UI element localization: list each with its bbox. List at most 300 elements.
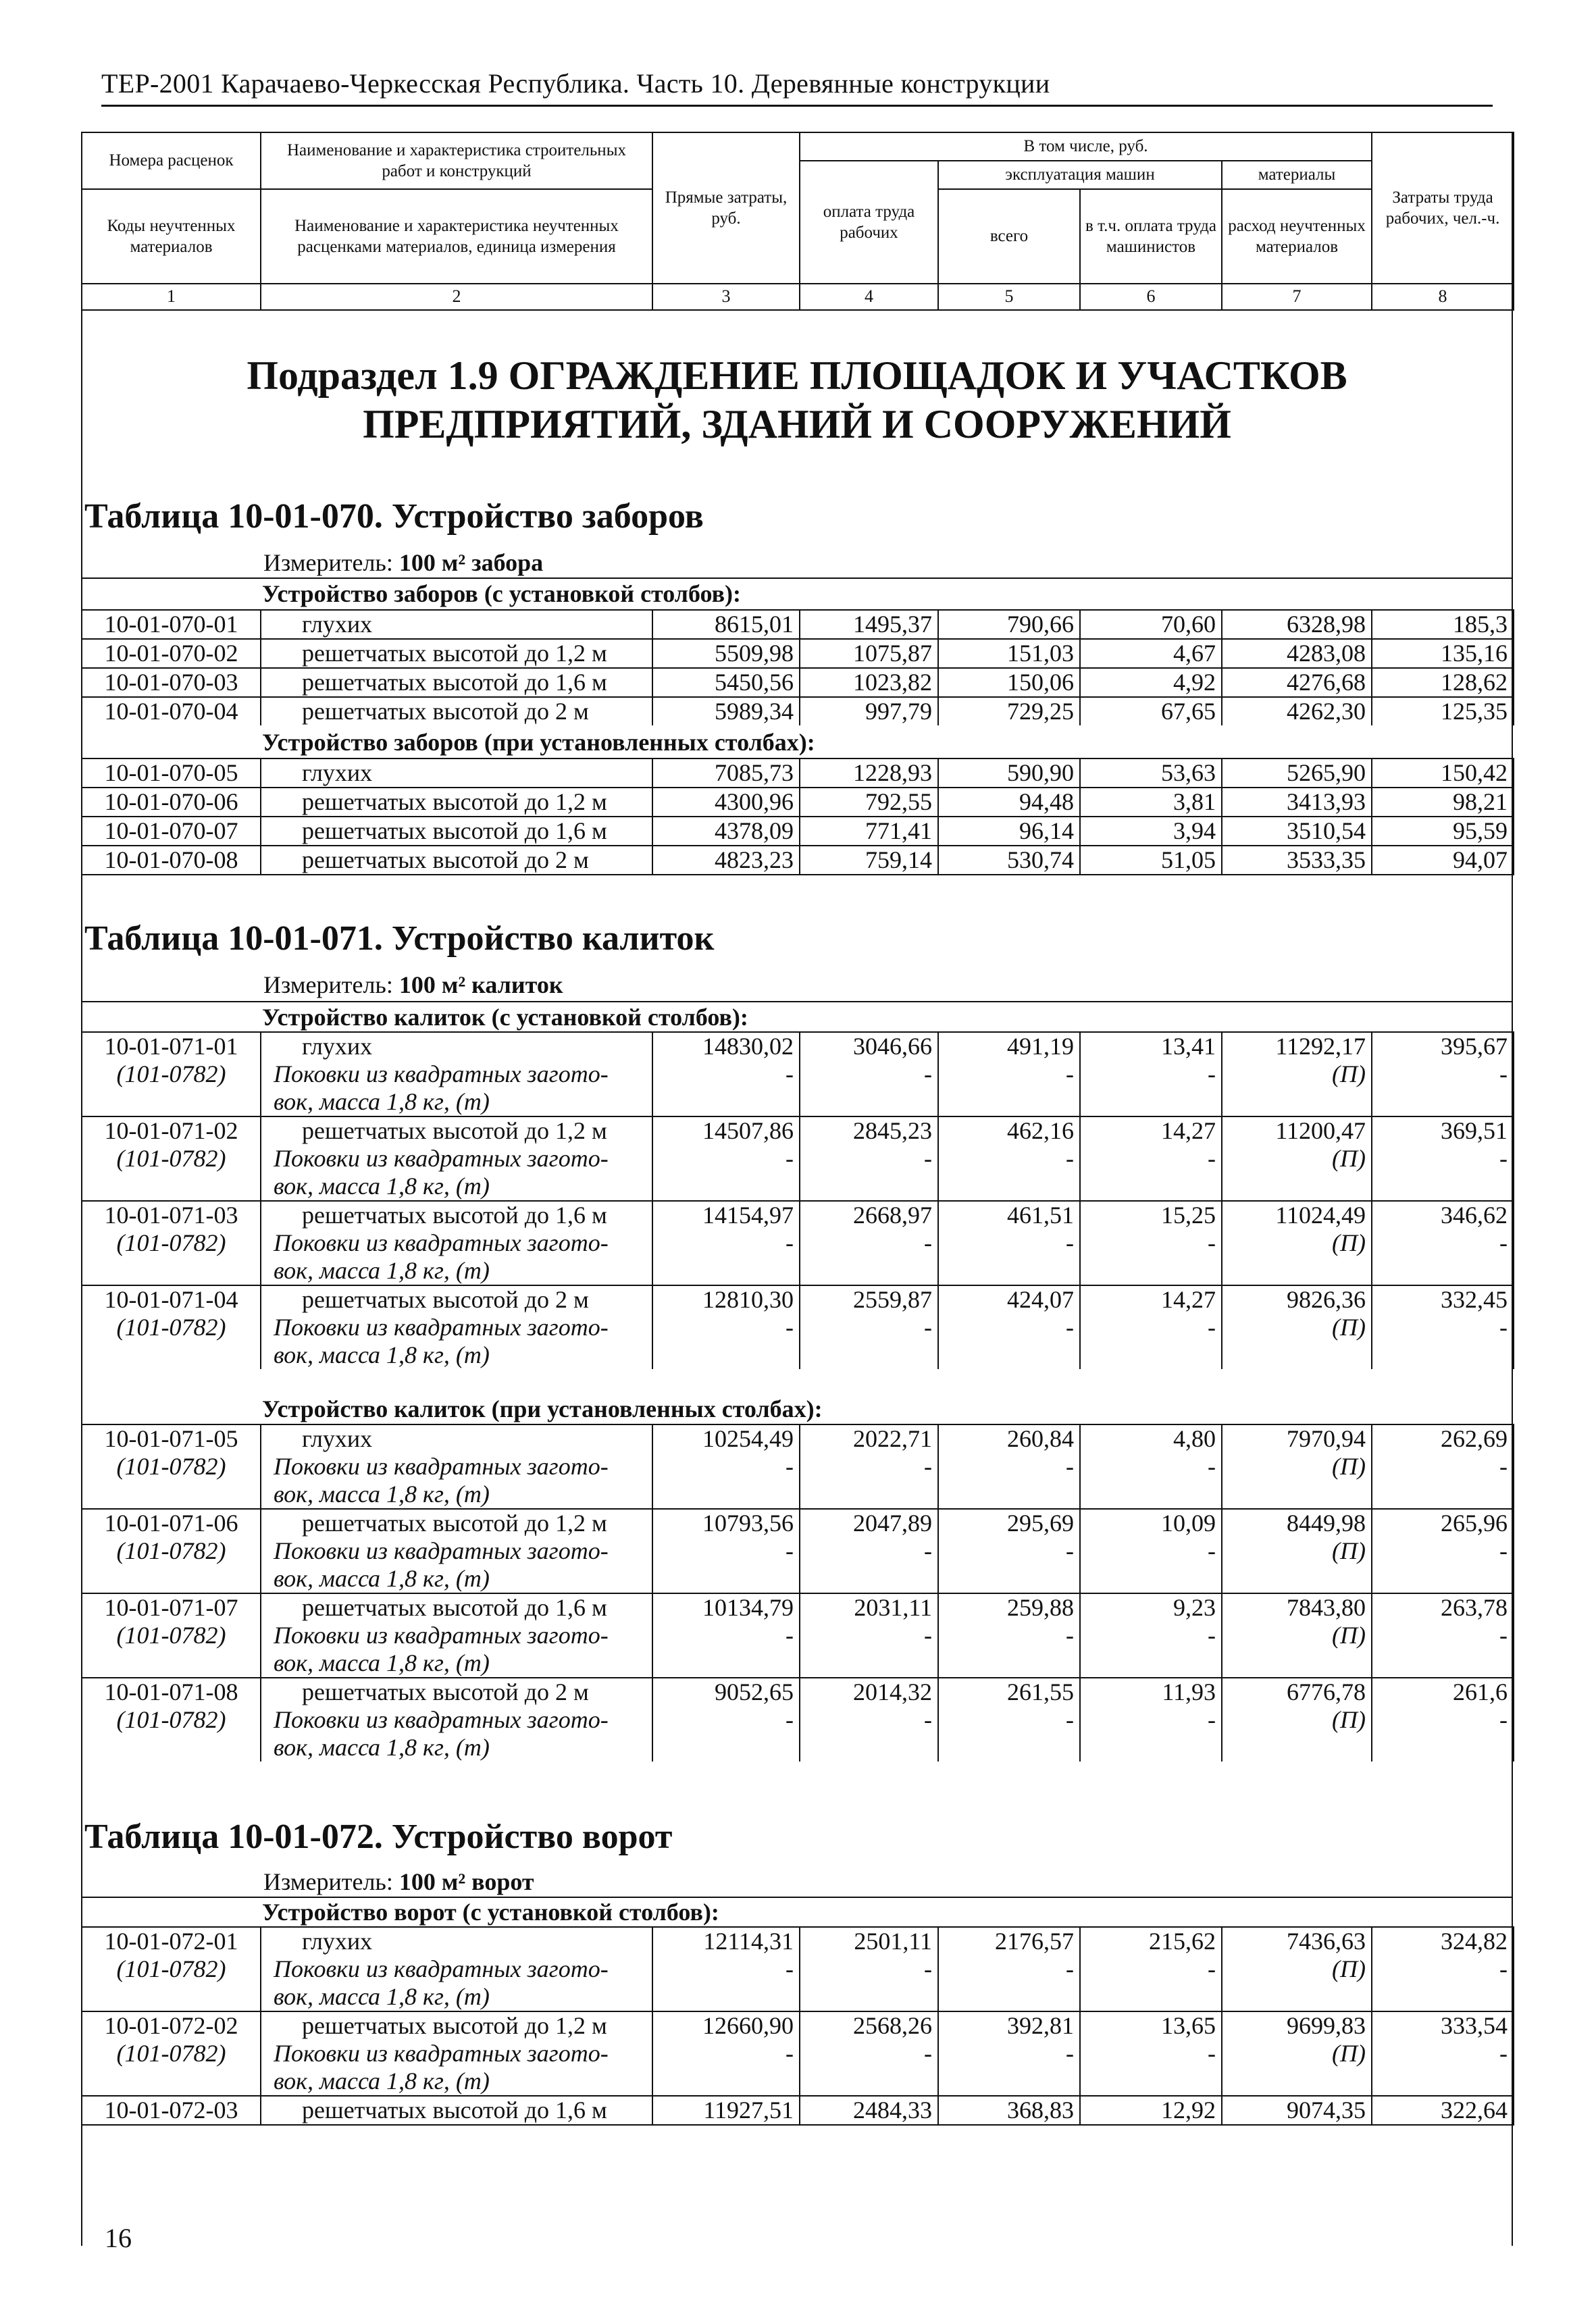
table-072-group-1: Устройство ворот (с установкой столбов): [262, 1899, 719, 1926]
empty-value: - [1372, 1060, 1514, 1088]
materials-cost: 9826,36 [1222, 1285, 1372, 1314]
machinist-wages: 3,81 [1080, 788, 1222, 817]
rate-code: 10-01-071-01 [82, 1032, 261, 1060]
empty-value: - [652, 2040, 800, 2067]
work-name: глухих [261, 610, 652, 639]
table-row [82, 817, 1514, 846]
blank-cell [1080, 1734, 1222, 1762]
price-marker: (П) [1222, 1453, 1372, 1481]
rate-code: 10-01-072-03 [82, 2096, 261, 2125]
blank-cell [652, 1565, 800, 1593]
blank-cell [652, 1173, 800, 1201]
machinist-wages: 70,60 [1080, 610, 1222, 639]
blank-cell [82, 1257, 261, 1285]
worker-wages: 3046,66 [800, 1032, 938, 1060]
materials-cost: 7436,63 [1222, 1927, 1372, 1955]
rate-code: 10-01-070-01 [82, 610, 261, 639]
material-name: Поковки из квадратных загото- [261, 1453, 652, 1481]
machine-total: 150,06 [938, 668, 1080, 697]
direct-costs: 5989,34 [652, 697, 800, 725]
materials-cost: 7970,94 [1222, 1424, 1372, 1453]
machinist-wages: 215,62 [1080, 1927, 1222, 1955]
table-row [82, 759, 1514, 788]
work-name: решетчатых высотой до 2 м [261, 1285, 652, 1314]
price-marker: (П) [1222, 1229, 1372, 1257]
direct-costs: 10254,49 [652, 1424, 800, 1453]
column-header [81, 132, 1514, 311]
machine-total: 530,74 [938, 846, 1080, 875]
rate-code: 10-01-070-06 [82, 788, 261, 817]
worker-wages: 997,79 [800, 697, 938, 725]
empty-value: - [800, 1229, 938, 1257]
column-number: 4 [800, 284, 938, 310]
material-name: Поковки из квадратных загото- [261, 1314, 652, 1341]
labor-hours: 369,51 [1372, 1116, 1514, 1145]
blank-cell [800, 1565, 938, 1593]
blank-cell [938, 2067, 1080, 2096]
blank-cell [652, 1734, 800, 1762]
machine-total: 462,16 [938, 1116, 1080, 1145]
empty-value: - [1372, 1314, 1514, 1341]
direct-costs: 14507,86 [652, 1116, 800, 1145]
table-row [82, 668, 1514, 697]
empty-value: - [1080, 2040, 1222, 2067]
work-name: глухих [261, 1032, 652, 1060]
price-marker: (П) [1222, 1706, 1372, 1734]
blank-cell [1222, 1734, 1372, 1762]
machinist-wages: 53,63 [1080, 759, 1222, 788]
empty-value: - [652, 1955, 800, 1983]
machine-total: 260,84 [938, 1424, 1080, 1453]
direct-costs: 12660,90 [652, 2011, 800, 2040]
material-code: (101-0782) [82, 1537, 261, 1565]
material-row [82, 1622, 1514, 1649]
blank-cell [82, 1649, 261, 1678]
machine-total: 392,81 [938, 2011, 1080, 2040]
empty-value: - [1372, 1955, 1514, 1983]
price-marker: (П) [1222, 1955, 1372, 1983]
blank-cell [938, 1257, 1080, 1285]
blank-cell [652, 1481, 800, 1509]
rate-code: 10-01-071-04 [82, 1285, 261, 1314]
measure-label: Измеритель: [263, 1868, 399, 1895]
empty-value: - [800, 2040, 938, 2067]
material-row [82, 1145, 1514, 1173]
empty-value: - [938, 1537, 1080, 1565]
table-070-group-1: Устройство заборов (с установкой столбов): [262, 580, 742, 607]
table-row [82, 610, 1514, 639]
material-row-cont [82, 1649, 1514, 1678]
rate-code: 10-01-070-05 [82, 759, 261, 788]
materials-cost: 11292,17 [1222, 1032, 1372, 1060]
blank-cell [938, 1088, 1080, 1116]
table-070-group-2: Устройство заборов (при установленных столбах): [262, 729, 815, 756]
material-name-cont: вок, масса 1,8 кг, (т) [261, 1257, 652, 1285]
machine-total: 590,90 [938, 759, 1080, 788]
materials-cost: 3510,54 [1222, 817, 1372, 846]
empty-value: - [800, 1955, 938, 1983]
table-070-rows-1 [81, 609, 1514, 725]
empty-value: - [1372, 1453, 1514, 1481]
direct-costs: 7085,73 [652, 759, 800, 788]
material-name: Поковки из квадратных загото- [261, 1706, 652, 1734]
labor-hours: 333,54 [1372, 2011, 1514, 2040]
labor-hours: 94,07 [1372, 846, 1514, 875]
rate-code: 10-01-070-07 [82, 817, 261, 846]
running-head: ТЕР-2001 Карачаево-Черкесская Республика. Часть 10. Деревянные конструкции [101, 68, 1493, 107]
worker-wages: 2568,26 [800, 2011, 938, 2040]
machine-total: 729,25 [938, 697, 1080, 725]
materials-cost: 3533,35 [1222, 846, 1372, 875]
blank-cell [1372, 1257, 1514, 1285]
materials-cost: 7843,80 [1222, 1593, 1372, 1622]
labor-hours: 332,45 [1372, 1285, 1514, 1314]
labor-hours: 262,69 [1372, 1424, 1514, 1453]
empty-value: - [652, 1314, 800, 1341]
machinist-wages: 11,93 [1080, 1678, 1222, 1706]
material-row-cont [82, 1565, 1514, 1593]
table-row [82, 1927, 1514, 1955]
labor-hours: 263,78 [1372, 1593, 1514, 1622]
work-name: глухих [261, 1424, 652, 1453]
blank-cell [1372, 1088, 1514, 1116]
material-row [82, 1314, 1514, 1341]
blank-cell [82, 1088, 261, 1116]
material-row [82, 1060, 1514, 1088]
table-row [82, 1509, 1514, 1537]
empty-value: - [1080, 1314, 1222, 1341]
materials-cost: 6776,78 [1222, 1678, 1372, 1706]
machine-total: 96,14 [938, 817, 1080, 846]
rate-code: 10-01-070-03 [82, 668, 261, 697]
machinist-wages: 3,94 [1080, 817, 1222, 846]
measure-label: Измеритель: [263, 549, 399, 576]
empty-value: - [1080, 1622, 1222, 1649]
subsection-title: Подраздел 1.9 ОГРАЖДЕНИЕ ПЛОЩАДОК И УЧАСТКОВ ПРЕДПРИЯТИЙ, ЗДАНИЙ И СООРУЖЕНИЙ [247, 353, 1347, 446]
machine-total: 295,69 [938, 1509, 1080, 1537]
blank-cell [1372, 1341, 1514, 1369]
work-name: решетчатых высотой до 1,6 м [261, 817, 652, 846]
worker-wages: 2668,97 [800, 1201, 938, 1229]
blank-cell [800, 1173, 938, 1201]
machinist-wages: 14,27 [1080, 1116, 1222, 1145]
empty-value: - [800, 1453, 938, 1481]
rate-code: 10-01-070-02 [82, 639, 261, 668]
empty-value: - [1372, 1706, 1514, 1734]
blank-cell [1222, 1649, 1372, 1678]
blank-cell [1372, 1983, 1514, 2011]
materials-cost: 11024,49 [1222, 1201, 1372, 1229]
rate-code: 10-01-071-02 [82, 1116, 261, 1145]
empty-value: - [800, 1706, 938, 1734]
blank-cell [1222, 1481, 1372, 1509]
header-col7: расход неучтенных материалов [1222, 189, 1372, 284]
table-071-rows-1 [81, 1031, 1514, 1369]
blank-cell [652, 1257, 800, 1285]
blank-cell [800, 1341, 938, 1369]
material-row-cont [82, 1173, 1514, 1201]
column-number: 2 [261, 284, 652, 310]
work-name: решетчатых высотой до 1,2 м [261, 1116, 652, 1145]
material-name-cont: вок, масса 1,8 кг, (т) [261, 1734, 652, 1762]
labor-hours: 261,6 [1372, 1678, 1514, 1706]
material-name: Поковки из квадратных загото- [261, 1229, 652, 1257]
blank-cell [1222, 1173, 1372, 1201]
work-name: решетчатых высотой до 2 м [261, 697, 652, 725]
machinist-wages: 13,65 [1080, 2011, 1222, 2040]
material-row-cont [82, 1341, 1514, 1369]
measure-unit: 100 м² калиток [398, 971, 563, 998]
empty-value: - [1080, 1706, 1222, 1734]
blank-cell [652, 2067, 800, 2096]
empty-value: - [1080, 1060, 1222, 1088]
empty-value: - [652, 1145, 800, 1173]
rate-code: 10-01-072-02 [82, 2011, 261, 2040]
table-072-rows [81, 1926, 1514, 2126]
table-row [82, 1593, 1514, 1622]
empty-value: - [938, 1453, 1080, 1481]
material-code: (101-0782) [82, 1706, 261, 1734]
blank-cell [1080, 2067, 1222, 2096]
material-name: Поковки из квадратных загото- [261, 2040, 652, 2067]
labor-hours: 324,82 [1372, 1927, 1514, 1955]
empty-value: - [938, 1060, 1080, 1088]
material-code: (101-0782) [82, 1229, 261, 1257]
blank-cell [1222, 1565, 1372, 1593]
material-name-cont: вок, масса 1,8 кг, (т) [261, 1341, 652, 1369]
direct-costs: 12810,30 [652, 1285, 800, 1314]
material-name-cont: вок, масса 1,8 кг, (т) [261, 1983, 652, 2011]
material-name-cont: вок, масса 1,8 кг, (т) [261, 1173, 652, 1201]
blank-cell [1080, 1341, 1222, 1369]
material-row-cont [82, 1983, 1514, 2011]
rate-code: 10-01-071-08 [82, 1678, 261, 1706]
machinist-wages: 12,92 [1080, 2096, 1222, 2125]
work-name: решетчатых высотой до 1,2 м [261, 1509, 652, 1537]
worker-wages: 1075,87 [800, 639, 938, 668]
work-name: решетчатых высотой до 1,6 м [261, 668, 652, 697]
blank-cell [800, 1734, 938, 1762]
table-071-measure [263, 971, 563, 999]
header-col3: Прямые затраты, руб. [652, 132, 800, 284]
labor-hours: 346,62 [1372, 1201, 1514, 1229]
empty-value: - [1080, 1955, 1222, 1983]
work-name: решетчатых высотой до 1,6 м [261, 2096, 652, 2125]
empty-value: - [1372, 1537, 1514, 1565]
machinist-wages: 10,09 [1080, 1509, 1222, 1537]
empty-value: - [938, 2040, 1080, 2067]
machinist-wages: 67,65 [1080, 697, 1222, 725]
worker-wages: 1228,93 [800, 759, 938, 788]
direct-costs: 12114,31 [652, 1927, 800, 1955]
empty-value: - [938, 1622, 1080, 1649]
blank-cell [1222, 1341, 1372, 1369]
blank-cell [938, 1649, 1080, 1678]
machine-total: 491,19 [938, 1032, 1080, 1060]
blank-cell [1080, 1481, 1222, 1509]
labor-hours: 395,67 [1372, 1032, 1514, 1060]
header-col1-bottom: Коды неучтенных материалов [82, 189, 261, 284]
materials-cost: 4276,68 [1222, 668, 1372, 697]
direct-costs: 5450,56 [652, 668, 800, 697]
blank-cell [1080, 1257, 1222, 1285]
labor-hours: 150,42 [1372, 759, 1514, 788]
rate-code: 10-01-071-07 [82, 1593, 261, 1622]
material-name-cont: вок, масса 1,8 кг, (т) [261, 2067, 652, 2096]
empty-value: - [652, 1060, 800, 1088]
empty-value: - [800, 1622, 938, 1649]
material-name-cont: вок, масса 1,8 кг, (т) [261, 1088, 652, 1116]
blank-cell [82, 1734, 261, 1762]
material-code: (101-0782) [82, 1955, 261, 1983]
table-row [82, 2096, 1514, 2125]
machine-total: 461,51 [938, 1201, 1080, 1229]
table-070-rows-2 [81, 758, 1514, 875]
material-row-cont [82, 2067, 1514, 2096]
blank-cell [82, 2067, 261, 2096]
price-marker: (П) [1222, 1622, 1372, 1649]
machinist-wages: 4,80 [1080, 1424, 1222, 1453]
empty-value: - [652, 1537, 800, 1565]
material-name: Поковки из квадратных загото- [261, 1955, 652, 1983]
labor-hours: 265,96 [1372, 1509, 1514, 1537]
material-name-cont: вок, масса 1,8 кг, (т) [261, 1481, 652, 1509]
empty-value: - [1372, 1622, 1514, 1649]
table-071-group-1: Устройство калиток (с установкой столбов): [262, 1004, 748, 1031]
table-row [82, 2011, 1514, 2040]
rate-code: 10-01-071-05 [82, 1424, 261, 1453]
labor-hours: 322,64 [1372, 2096, 1514, 2125]
worker-wages: 2484,33 [800, 2096, 938, 2125]
machinist-wages: 14,27 [1080, 1285, 1222, 1314]
table-071-group-2: Устройство калиток (при установленных столбах): [262, 1395, 823, 1422]
rate-code: 10-01-070-04 [82, 697, 261, 725]
materials-cost: 9699,83 [1222, 2011, 1372, 2040]
material-code: (101-0782) [82, 1622, 261, 1649]
column-number: 1 [82, 284, 261, 310]
worker-wages: 1023,82 [800, 668, 938, 697]
blank-cell [1222, 1983, 1372, 2011]
machine-total: 368,83 [938, 2096, 1080, 2125]
empty-value: - [938, 1145, 1080, 1173]
table-row [82, 639, 1514, 668]
header-group-materials: материалы [1222, 161, 1372, 189]
blank-cell [1372, 1481, 1514, 1509]
rate-code: 10-01-070-08 [82, 846, 261, 875]
worker-wages: 2014,32 [800, 1678, 938, 1706]
table-row [82, 788, 1514, 817]
blank-cell [82, 1481, 261, 1509]
empty-value: - [652, 1622, 800, 1649]
measure-label: Измеритель: [263, 971, 399, 998]
machine-total: 790,66 [938, 610, 1080, 639]
material-name: Поковки из квадратных загото- [261, 1622, 652, 1649]
table-row [82, 1116, 1514, 1145]
empty-value: - [938, 1706, 1080, 1734]
empty-value: - [938, 1229, 1080, 1257]
machine-total: 259,88 [938, 1593, 1080, 1622]
labor-hours: 125,35 [1372, 697, 1514, 725]
price-marker: (П) [1222, 1060, 1372, 1088]
empty-value: - [1080, 1537, 1222, 1565]
blank-cell [1080, 1173, 1222, 1201]
blank-cell [1372, 2067, 1514, 2096]
material-name: Поковки из квадратных загото- [261, 1537, 652, 1565]
machine-total: 94,48 [938, 788, 1080, 817]
blank-cell [1372, 1565, 1514, 1593]
rate-code: 10-01-071-03 [82, 1201, 261, 1229]
worker-wages: 771,41 [800, 817, 938, 846]
table-row [82, 1032, 1514, 1060]
blank-cell [800, 1649, 938, 1678]
header-col6: в т.ч. оплата труда машинистов [1080, 189, 1222, 284]
column-number: 6 [1080, 284, 1222, 310]
direct-costs: 10134,79 [652, 1593, 800, 1622]
worker-wages: 2031,11 [800, 1593, 938, 1622]
blank-cell [82, 1983, 261, 2011]
blank-cell [938, 1481, 1080, 1509]
material-row [82, 1537, 1514, 1565]
material-row [82, 1955, 1514, 1983]
work-name: решетчатых высотой до 1,2 м [261, 639, 652, 668]
labor-hours: 98,21 [1372, 788, 1514, 817]
materials-cost: 4283,08 [1222, 639, 1372, 668]
blank-cell [1222, 2067, 1372, 2096]
empty-value: - [1080, 1229, 1222, 1257]
header-col2-top: Наименование и характеристика строительных работ и конструкций [261, 132, 652, 189]
blank-cell [938, 1565, 1080, 1593]
material-code: (101-0782) [82, 1314, 261, 1341]
header-col8: Затраты труда рабочих, чел.-ч. [1372, 132, 1514, 284]
empty-value: - [1372, 1145, 1514, 1173]
blank-cell [1080, 1088, 1222, 1116]
empty-value: - [1372, 1229, 1514, 1257]
work-name: решетчатых высотой до 2 м [261, 846, 652, 875]
empty-value: - [938, 1314, 1080, 1341]
blank-cell [800, 1257, 938, 1285]
machinist-wages: 4,92 [1080, 668, 1222, 697]
machinist-wages: 13,41 [1080, 1032, 1222, 1060]
table-070-measure [263, 548, 543, 577]
page-number: 16 [105, 2223, 132, 2253]
material-name: Поковки из квадратных загото- [261, 1145, 652, 1173]
material-name-cont: вок, масса 1,8 кг, (т) [261, 1565, 652, 1593]
materials-cost: 5265,90 [1222, 759, 1372, 788]
labor-hours: 128,62 [1372, 668, 1514, 697]
machinist-wages: 9,23 [1080, 1593, 1222, 1622]
empty-value: - [800, 1145, 938, 1173]
table-071-rows-2 [81, 1424, 1514, 1762]
material-row-cont [82, 1088, 1514, 1116]
material-code: (101-0782) [82, 1145, 261, 1173]
table-row [82, 846, 1514, 875]
worker-wages: 1495,37 [800, 610, 938, 639]
rate-code: 10-01-071-06 [82, 1509, 261, 1537]
table-070-title: Таблица 10-01-070. Устройство заборов [84, 497, 704, 536]
rate-code: 10-01-072-01 [82, 1927, 261, 1955]
blank-cell [1222, 1257, 1372, 1285]
table-072-title: Таблица 10-01-072. Устройство ворот [84, 1818, 673, 1856]
worker-wages: 759,14 [800, 846, 938, 875]
direct-costs: 4823,23 [652, 846, 800, 875]
direct-costs: 11927,51 [652, 2096, 800, 2125]
price-marker: (П) [1222, 1145, 1372, 1173]
column-number: 8 [1372, 284, 1514, 310]
work-name: решетчатых высотой до 1,2 м [261, 2011, 652, 2040]
column-number: 3 [652, 284, 800, 310]
table-071-title: Таблица 10-01-071. Устройство калиток [84, 919, 715, 958]
blank-cell [800, 1983, 938, 2011]
